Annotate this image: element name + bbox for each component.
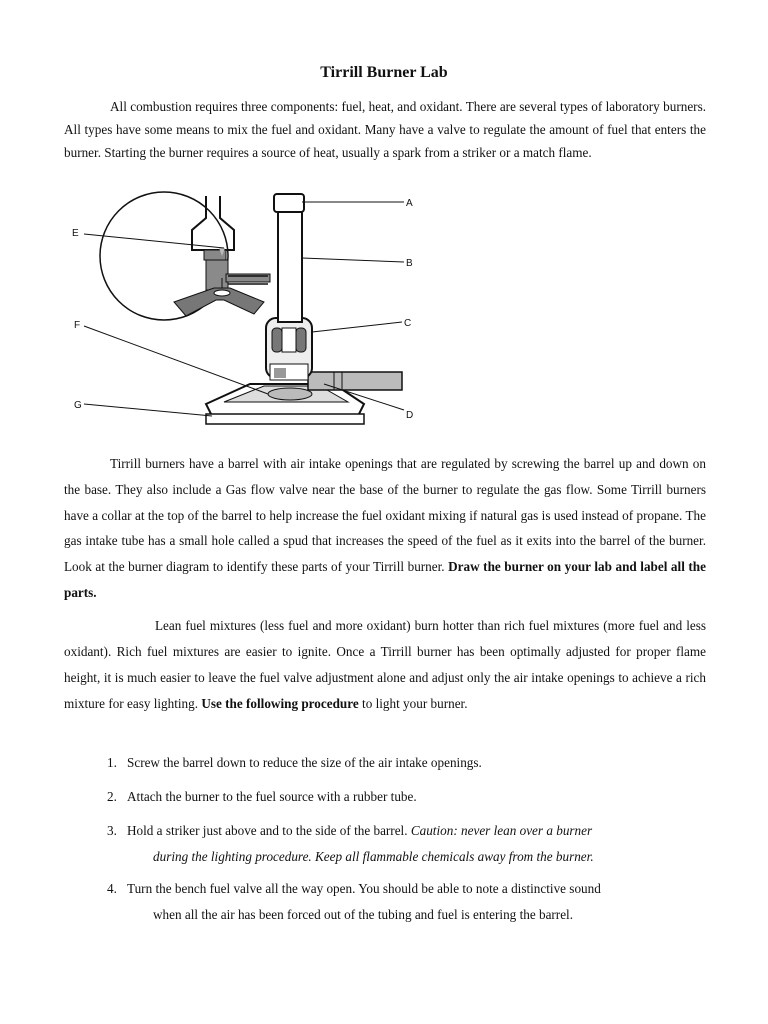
fuel-mixture-tail: to light your burner. [358, 696, 468, 711]
tirrill-burner-diagram [64, 188, 424, 440]
inset-magnifier [100, 192, 270, 320]
caution-text: Caution: never lean over a burner [410, 823, 593, 838]
caution-text-continued: during the lighting procedure. Keep all flammable chemicals away from the burner. [153, 849, 594, 864]
procedure-emphasis: Use the following procedure [201, 696, 359, 711]
page-title: Tirrill Burner Lab [320, 64, 448, 81]
label-b: B [406, 258, 413, 269]
draw-instruction: Draw the burner on your lab and label all the parts. [64, 559, 706, 600]
list-item: 1. Screw the barrel down to reduce the size of the air intake openings. [107, 755, 482, 770]
gas-intake-tube [308, 372, 402, 390]
burner-barrel [278, 206, 302, 322]
label-g: G [74, 400, 82, 411]
label-d: D [406, 410, 414, 421]
intro-paragraph: All combustion requires three components: fuel, heat, and oxidant. There are several types of laboratory burners. All types have some means to mix the fuel and oxidant. Many have a valve to regulate the amount of fuel that enters the burner. Starting the burner requires a source of heat, usually a spark from a striker or a match flame. [64, 99, 706, 160]
list-item: 3. Hold a striker just above and to the side of the barrel. Caution: never lean over a burner during the lighting procedure. Keep all flammable chemicals away from the burner. [107, 823, 594, 864]
fuel-mixture-text: Lean fuel mixtures (less fuel and more oxidant) burn hotter than rich fuel mixtures (more fuel and less oxidant). Rich fuel mixtures are easier to ignite. Once a Tirrill burner has been optimally adjusted for proper flame height, it is much easier to leave the fuel valve adjustment alone and adjust only the air intake openings to achieve a rich mixture for easy lighting. [64, 618, 706, 711]
label-f: F [74, 320, 81, 331]
fuel-mixture-paragraph [64, 613, 706, 717]
barrel-collar [274, 194, 304, 212]
barrel-paragraph [64, 451, 706, 606]
list-item: 2. Attach the burner to the fuel source with a rubber tube. [107, 789, 417, 804]
list-item: 4. Turn the bench fuel valve all the way open. You should be able to note a distinctive sound when all the air has been forced out of the tubing and fuel is entering the barrel. [107, 881, 601, 922]
label-a: A [406, 198, 413, 209]
air-intake-collar [266, 318, 312, 380]
label-c: C [404, 318, 412, 329]
barrel-paragraph-text: Tirrill burners have a barrel with air intake openings that are regulated by screwing the barrel up and down on the base. They also include a Gas flow valve near the base of the burner to regulate the gas flow. Some Tirrill burners have a collar at the top of the barrel to help increase the fuel oxidant mixing if natural gas is used instead of propane. The gas intake tube has a small hole called a spud that increases the speed of the fuel as it exits into the barrel of the burner. Look at the burner diagram to identify these parts of your Tirrill burner. [64, 456, 706, 575]
label-e: E [72, 228, 79, 239]
